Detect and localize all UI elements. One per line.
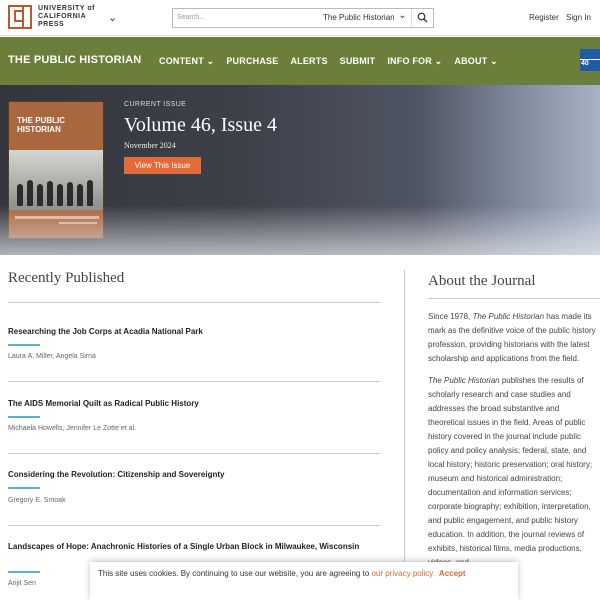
figure — [17, 184, 23, 206]
article-authors[interactable]: Michaela Howells, Jennifer Le Zotte et al. — [8, 425, 137, 432]
about-paragraph-2 — [428, 374, 598, 570]
article-title[interactable]: Researching the Job Corps at Acadia National Park — [8, 327, 203, 336]
article-title[interactable]: Landscapes of Hope: Anachronic Histories of a Single Urban Block in Milwaukee, Wisconsin — [8, 542, 360, 551]
recently-published-heading: Recently Published — [8, 270, 125, 286]
nav-item-purchase[interactable]: PURCHASE — [226, 56, 279, 66]
figure — [27, 180, 33, 206]
register-link[interactable]: Register — [529, 13, 559, 22]
divider — [428, 298, 600, 299]
about-text-part: has made its mark as the definitive voice of the public history profession, providing historians with the latest scholarship and applications from the field. — [428, 312, 596, 363]
about-heading: About the Journal — [428, 273, 536, 289]
figure — [47, 181, 53, 206]
about-paragraph-1 — [428, 310, 598, 366]
nav-item-about[interactable]: ABOUT ⌄ — [454, 56, 498, 66]
badge-number: 40 — [580, 60, 600, 71]
nav-item-content[interactable]: CONTENT ⌄ — [159, 56, 215, 66]
article-title[interactable]: The AIDS Memorial Quilt as Radical Public History — [8, 399, 199, 408]
journal-brand[interactable]: THE PUBLIC HISTORIAN — [8, 54, 142, 66]
about-text — [428, 310, 598, 578]
search-button[interactable] — [411, 9, 433, 27]
sign-in-link[interactable]: Sign In — [566, 13, 591, 22]
current-issue-label: CURRENT ISSUE — [124, 101, 187, 108]
divider — [8, 381, 380, 382]
cover-title: THE PUBLIC HISTORIAN — [17, 116, 65, 134]
chevron-down-icon[interactable]: ⌄ — [108, 12, 118, 24]
article-authors[interactable]: Arijit Sen — [8, 580, 37, 587]
ncph-badge[interactable] — [580, 49, 600, 71]
divider — [8, 525, 380, 526]
top-bar — [0, 0, 600, 36]
search-icon — [417, 12, 428, 23]
nav-menu — [159, 56, 498, 67]
issue-volume: Volume 46, Issue 4 — [124, 114, 277, 136]
search-bar — [172, 8, 434, 28]
divider — [8, 302, 380, 303]
journal-nav — [0, 37, 600, 85]
accept-cookies-button[interactable]: Accept — [438, 569, 466, 578]
nav-item-submit[interactable]: SUBMIT — [339, 56, 376, 66]
journal-name: The Public Historian — [472, 312, 545, 321]
article-accent — [8, 416, 40, 418]
ucpress-logo-text[interactable]: UNIVERSITY of CALIFORNIA PRESS — [38, 5, 95, 28]
cookie-banner — [90, 562, 518, 600]
column-divider — [404, 270, 405, 600]
figure — [87, 180, 93, 206]
recently-published-heading-wrap — [8, 270, 380, 287]
badge-top — [580, 49, 600, 59]
article-authors[interactable]: Laura A. Miller, Angela Sirna — [8, 353, 96, 360]
figure — [67, 182, 73, 206]
nav-item-info-for[interactable]: INFO FOR ⌄ — [387, 56, 443, 66]
search-scope-select[interactable]: The Public Historian ⌄ — [323, 13, 407, 22]
issue-date: November 2024 — [124, 141, 176, 150]
view-issue-button[interactable]: View This Issue — [124, 157, 201, 174]
article-accent — [8, 487, 40, 489]
hero-fade — [0, 205, 600, 255]
figure — [37, 184, 43, 206]
divider — [8, 453, 380, 454]
nav-item-alerts[interactable]: ALERTS — [290, 56, 328, 66]
article-authors[interactable]: Gregory E. Smoak — [8, 497, 66, 504]
about-text-part: Since 1978, — [428, 312, 473, 321]
privacy-policy-link[interactable]: our privacy policy. — [371, 569, 435, 578]
current-issue-hero — [0, 85, 600, 255]
journal-name: The Public Historian — [428, 376, 500, 385]
cover-photo — [9, 150, 103, 210]
about-text-part: publishes the results of scholarly research and case studies and addresses the broad substantive and theoretical issues in the field. Areas of public history covered in the journal include public policy and policy analysis; federal, state, and local history; historic preservation; oral history; museum and historical administration; documentation and information services; corporate biography; exhibition, interpretation, and public engagement, and public history education. In addition, the journal reviews of exhibits, historical films, media productions, — [428, 376, 593, 553]
cookie-text: This site uses cookies. By continuing to use our website, you are agreeing to — [98, 569, 372, 578]
article-accent — [8, 344, 40, 346]
article-accent — [8, 571, 40, 573]
ucpress-logo-icon[interactable] — [8, 5, 32, 29]
article-title[interactable]: Considering the Revolution: Citizenship and Sovereignty — [8, 470, 225, 479]
figure — [77, 184, 83, 206]
search-input[interactable]: Search... — [177, 14, 206, 21]
figure — [57, 184, 63, 206]
